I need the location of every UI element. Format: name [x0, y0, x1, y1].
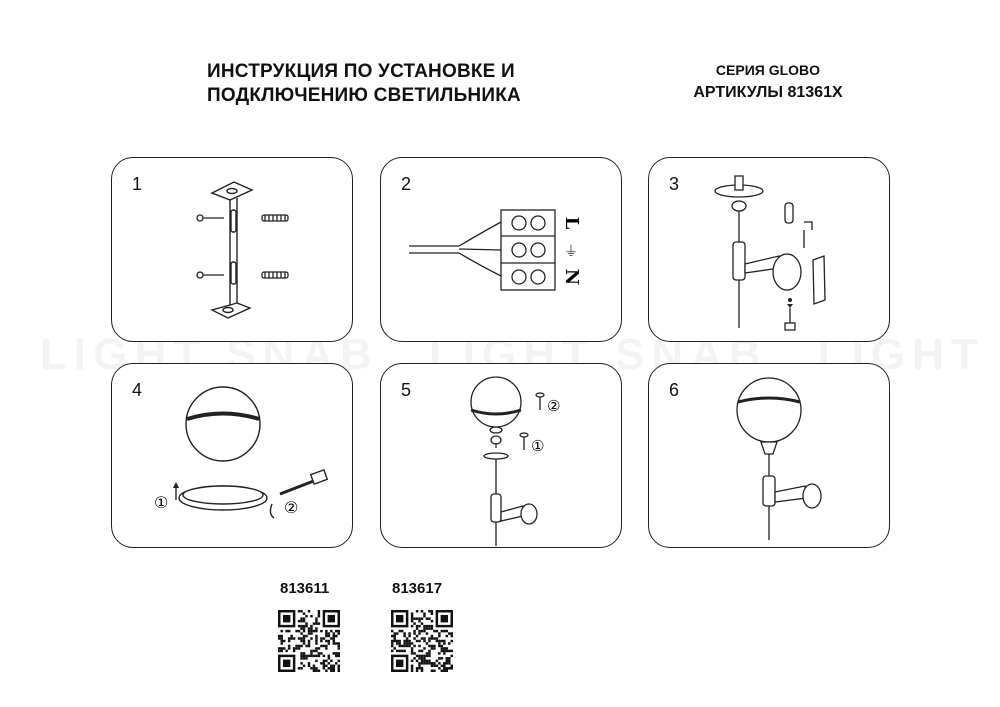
sphere-ring-illustration	[112, 364, 353, 548]
step-number: 2	[401, 174, 412, 194]
title-line-2: ПОДКЛЮЧЕНИЮ СВЕТИЛЬНИКА	[207, 85, 521, 106]
step-number: 4	[132, 380, 143, 400]
terminal-label-l: L	[561, 216, 582, 230]
qr-code-icon	[391, 610, 453, 672]
step-panel-4	[111, 363, 353, 548]
callout-1: ①	[531, 437, 545, 455]
step-number: 3	[669, 174, 680, 194]
articles-label: АРТИКУЛЫ 81361X	[693, 84, 843, 101]
callout-1: ①	[154, 493, 169, 512]
callout-2: ②	[284, 498, 299, 517]
series-label: СЕРИЯ GLOBO	[715, 62, 821, 78]
page-title	[207, 60, 521, 108]
step-panel-6	[648, 363, 890, 548]
step-panel-5	[380, 363, 622, 548]
exploded-assembly-illustration	[381, 364, 622, 548]
screw-icon	[197, 215, 288, 278]
terminal-label-n: N	[561, 268, 582, 286]
lamp-mount-illustration	[649, 158, 890, 342]
step-panel-1	[111, 157, 353, 342]
title-line-1: ИНСТРУКЦИЯ ПО УСТАНОВКЕ И	[207, 61, 515, 82]
step-number: 6	[669, 380, 680, 400]
step-panel-3	[648, 157, 890, 342]
sku-code: 813611	[280, 580, 330, 597]
qr-code-icon	[278, 610, 340, 672]
step-number: 5	[401, 380, 412, 400]
step-number: 1	[132, 174, 143, 194]
series-info	[668, 60, 868, 106]
terminal-block-illustration	[381, 158, 622, 342]
terminal-label-ground: ⏚	[564, 244, 578, 260]
assembled-lamp-illustration	[649, 364, 890, 548]
bracket-illustration	[112, 158, 353, 342]
sku-code: 813617	[392, 580, 443, 597]
step-panel-2	[380, 157, 622, 342]
callout-2: ②	[547, 397, 561, 415]
